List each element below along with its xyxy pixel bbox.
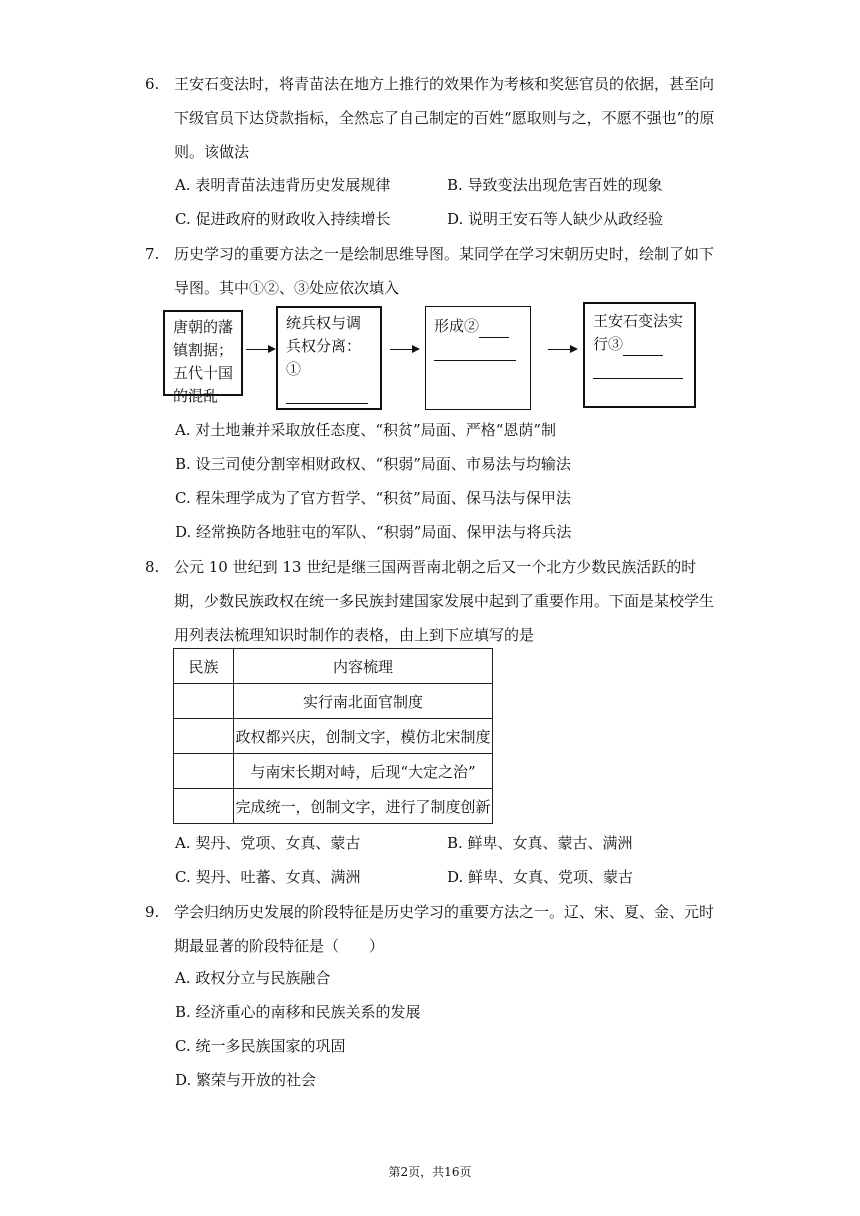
table-row [174, 789, 493, 824]
option-c[interactable]: C. 程朱理学成为了官方哲学、“积贫”局面、保马法与保甲法 [175, 489, 571, 507]
option-b[interactable]: B. 导致变法出现危害百姓的现象 [447, 176, 663, 194]
option-d[interactable]: D. 经常换防各地驻屯的军队、“积弱”局面、保甲法与将兵法 [175, 523, 572, 541]
option-a[interactable]: A. 对土地兼并采取放任态度、“积贫”局面、严格“恩荫”制 [175, 421, 557, 439]
table-row [174, 684, 493, 719]
arrow-right-icon [390, 349, 418, 350]
table-cell: 完成统一，创制文字，进行了制度创新 [234, 789, 493, 824]
diagram-box-measure [276, 306, 382, 410]
option-c[interactable]: C. 促进政府的财政收入持续增长 [175, 210, 391, 228]
blank-line [479, 337, 509, 338]
table-header-cell: 内容梳理 [234, 649, 493, 684]
arrow-right-icon [246, 349, 274, 350]
question-stem: 学会归纳历史发展的阶段特征是历史学习的重要方法之一。辽、宋、夏、金、元时期最显著的阶段特征是（ ） [174, 903, 715, 955]
option-b[interactable]: B. 设三司使分割宰相财政权、“积弱”局面、市易法与均输法 [175, 455, 571, 473]
option-a[interactable]: A. 表明青苗法违背历史发展规律 [175, 176, 391, 194]
option-b[interactable]: B. 经济重心的南移和民族关系的发展 [175, 1003, 421, 1021]
blank-line [593, 378, 683, 379]
question-stem: 王安石变法时，将青苗法在地方上推行的效果作为考核和奖惩官员的依据，甚至向下级官员下达贷款指标，全然忘了自己制定的百姓“愿取则与之，不愿不强也”的原则。该做法 [174, 75, 715, 161]
table-cell-blank [174, 719, 234, 754]
diagram-box-text: 统兵权与调兵权分离：① [286, 314, 362, 378]
page-number-footer: 第2页，共16页 [388, 1165, 472, 1179]
question-8 [145, 550, 725, 652]
table-header-cell: 民族 [174, 649, 234, 684]
diagram-box-cause [163, 310, 243, 405]
table-row [174, 719, 493, 754]
option-b[interactable]: B. 鲜卑、女真、蒙古、满洲 [447, 834, 633, 852]
ethnic-regime-table [173, 648, 493, 824]
blank-line [623, 355, 663, 356]
table-cell: 实行南北面官制度 [234, 684, 493, 719]
question-stem: 公元 10 世纪到 13 世纪是继三国两晋南北朝之后又一个北方少数民族活跃的时期，少数民族政权在统一多民族封建国家发展中起到了重要作用。下面是某校学生用列表法梳理知识时制作的表格，由上到下应填写的是 [174, 558, 715, 644]
question-number: 7. [145, 245, 160, 263]
table-cell: 政权都兴庆，创制文字，模仿北宋制度 [234, 719, 493, 754]
table-cell-blank [174, 789, 234, 824]
table-cell-blank [174, 754, 234, 789]
question-number: 6. [145, 75, 160, 93]
table-row [174, 754, 493, 789]
question-7 [145, 237, 725, 305]
arrow-right-icon [548, 349, 576, 350]
question-number: 9. [145, 903, 160, 921]
blank-line [286, 403, 368, 404]
diagram-box-result [425, 306, 531, 410]
option-d[interactable]: D. 繁荣与开放的社会 [175, 1071, 317, 1089]
option-d[interactable]: D. 说明王安石等人缺少从政经验 [447, 210, 664, 228]
option-a[interactable]: A. 政权分立与民族融合 [175, 969, 331, 987]
option-a[interactable]: A. 契丹、党项、女真、蒙古 [175, 834, 361, 852]
question-6 [145, 67, 725, 169]
diagram-box-text: 形成② [434, 317, 480, 335]
diagram-box-text: 王安石变法实行③ [593, 312, 684, 353]
question-9 [145, 895, 725, 963]
option-c[interactable]: C. 统一多民族国家的巩固 [175, 1037, 346, 1055]
table-cell-blank [174, 684, 234, 719]
diagram-box-reform [583, 302, 696, 408]
question-stem: 历史学习的重要方法之一是绘制思维导图。某同学在学习宋朝历史时，绘制了如下导图。其中①②、③处应依次填入 [174, 245, 715, 297]
option-d[interactable]: D. 鲜卑、女真、党项、蒙古 [447, 868, 634, 886]
diagram-box-text: 唐朝的藩镇割据；五代十国的混乱 [173, 318, 234, 405]
table-cell: 与南宋长期对峙，后现“大定之治” [234, 754, 493, 789]
table-header-row [174, 649, 493, 684]
question-number: 8. [145, 558, 160, 576]
blank-line [434, 360, 516, 361]
option-c[interactable]: C. 契丹、吐蕃、女真、满洲 [175, 868, 361, 886]
